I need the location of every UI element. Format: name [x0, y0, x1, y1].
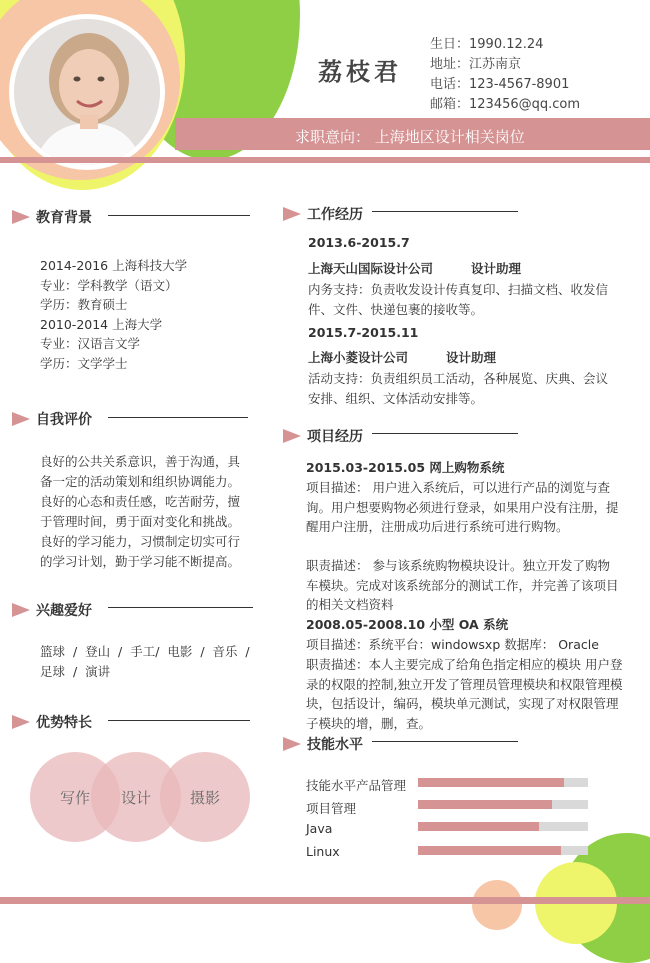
skill-label: 项目管理 [306, 801, 357, 816]
contact-info [430, 35, 580, 115]
job-period: 2015.7-2015.11 [308, 325, 419, 340]
arrow-icon [12, 412, 30, 426]
section-work-header [283, 204, 363, 224]
arrow-icon [283, 737, 301, 751]
skill-bar-track [418, 800, 588, 809]
education-line: 2010-2014 上海大学 [40, 316, 163, 332]
hobbies-line: 足球 / 演讲 [40, 664, 111, 679]
section-self-eval-header [12, 409, 92, 429]
job-period: 2013.6-2015.7 [308, 235, 410, 250]
job-intent: 求职意向： 上海地区设计相关岗位 [295, 128, 525, 146]
section-strengths-header [12, 712, 92, 732]
self-eval-text: 良好的公共关系意识，善于沟通，具备一定的活动策划和组织协调能力。良好的心态和责任感，吃苦耐劳，擅于管理时间，勇于面对变化和挑战。良好的学习能力，习惯制定切实可行的学习计划，勤于学习能不断提高。 [40, 454, 241, 569]
hobbies-line: 篮球 / 登山 / 手工/ 电影 / 音乐 / [40, 644, 250, 659]
resume-name: 荔枝君 [318, 58, 402, 86]
section-rule [108, 607, 253, 608]
section-rule [372, 433, 518, 434]
section-projects-header [283, 426, 363, 446]
project-duty: 职责描述： 参与该系统购物模块设计。独立开发了购物车模块。完成对该系统部分的测试工作，并完善了该项目的相关文档资料 [306, 558, 619, 612]
arrow-icon [12, 210, 30, 224]
education-line: 学历：教育硕士 [40, 297, 128, 312]
section-title: 项目经历 [307, 429, 363, 445]
arrow-icon [12, 603, 30, 617]
education-line: 专业：汉语言文学 [40, 336, 141, 351]
decor-circle-peach-bottom [472, 880, 522, 930]
job-role: 设计助理 [471, 261, 522, 276]
arrow-icon [12, 715, 30, 729]
skill-bar-track [418, 778, 588, 787]
section-rule [108, 417, 248, 418]
project-heading: 2008.05-2008.10 小型 OA 系统 [306, 617, 509, 632]
section-rule [108, 215, 250, 216]
job-desc: 内务支持：负责收发设计传真复印、扫描文档、收发信件、文件、快递包裹的接收等。 [308, 282, 609, 317]
job-role: 设计助理 [446, 350, 497, 365]
education-line: 2014-2016 上海科技大学 [40, 258, 188, 273]
skill-label: Java [306, 821, 333, 836]
skill-bar-fill [418, 822, 539, 831]
job-company: 上海小菱设计公司 [308, 350, 409, 365]
section-rule [372, 211, 518, 212]
project-duty: 职责描述：本人主要完成了给角色指定相应的模块 用户登录的权限的控制,独立开发了管理员管理模块和权限管理模块，包括设计，编码，模块单元测试，实现了对权限管理子模块的增，删，查。 [306, 657, 623, 731]
job-company: 上海天山国际设计公司 [308, 261, 434, 276]
education-list [40, 256, 250, 373]
project-desc: 项目描述： 用户进入系统后，可以进行产品的浏览与查询。用户想要购物必须进行登录，如果用户没有注册，提醒用户注册，注册成功后进行系统可进行购物。 [306, 480, 619, 534]
skill-bar-fill [418, 778, 564, 787]
project-desc: 项目描述：系统平台：windowsxp 数据库： Oracle [306, 637, 599, 652]
portrait-image [14, 19, 160, 165]
education-line: 学历：文学学士 [40, 355, 128, 371]
arrow-icon [283, 429, 301, 443]
footer-divider [0, 897, 650, 904]
section-skills-header [283, 734, 363, 754]
skill-label: 技能水平产品管理 [306, 778, 407, 793]
section-rule [372, 741, 518, 742]
strength-circle [160, 752, 250, 842]
education-line: 专业：学科教学（语文） [40, 277, 178, 293]
section-education-header [12, 207, 92, 227]
section-title: 教育背景 [36, 210, 92, 226]
job-desc: 活动支持：负责组织员工活动，各种展览、庆典、会议安排、组织、文体活动安排等。 [308, 371, 609, 406]
phone: 电话：123-4567-8901 [430, 77, 570, 92]
skill-bar-track [418, 846, 588, 855]
strength-label: 设计 [120, 788, 151, 807]
section-rule [108, 720, 250, 721]
birth-date: 生日：1990.12.24 [430, 37, 544, 52]
strength-label: 写作 [59, 788, 90, 807]
address: 地址：江苏南京 [430, 57, 522, 72]
skill-bar-fill [418, 846, 561, 855]
skill-bar-fill [418, 800, 552, 809]
arrow-icon [283, 207, 301, 221]
section-hobbies-header [12, 600, 92, 620]
section-title: 自我评价 [36, 412, 92, 428]
email: 邮箱：123456@qq.com [430, 97, 581, 112]
section-title: 工作经历 [307, 207, 363, 223]
skill-bar-track [418, 822, 588, 831]
avatar [14, 19, 160, 165]
section-title: 技能水平 [307, 737, 363, 753]
skill-label: Linux [306, 844, 340, 859]
section-title: 优势特长 [36, 715, 92, 731]
header-divider [0, 157, 650, 163]
strength-label: 摄影 [189, 788, 220, 807]
section-title: 兴趣爱好 [36, 603, 92, 619]
project-heading: 2015.03-2015.05 网上购物系统 [306, 460, 505, 475]
